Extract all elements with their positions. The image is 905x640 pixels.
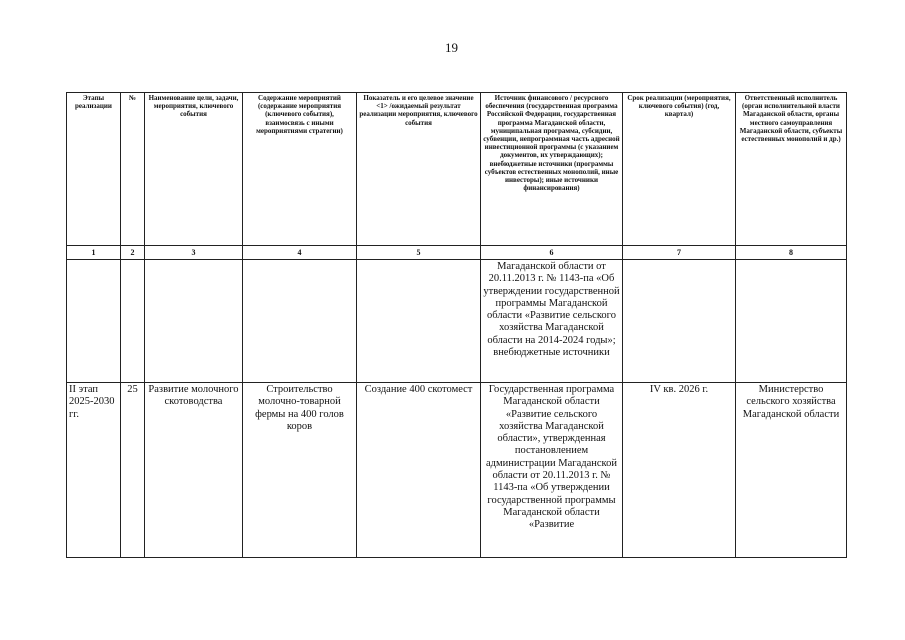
cell-term bbox=[623, 260, 736, 383]
column-number: 3 bbox=[145, 246, 243, 260]
column-number: 7 bbox=[623, 246, 736, 260]
column-number: 5 bbox=[357, 246, 481, 260]
table-row bbox=[67, 260, 847, 383]
cell-indicator: Создание 400 скотомест bbox=[357, 383, 481, 558]
cell-number bbox=[121, 260, 145, 383]
table-header-row bbox=[67, 93, 847, 246]
column-number: 8 bbox=[736, 246, 847, 260]
header-stages: Этапы реализации bbox=[67, 93, 121, 246]
cell-content bbox=[243, 260, 357, 383]
column-number: 1 bbox=[67, 246, 121, 260]
cell-funding-source: Магаданской области от 20.11.2013 г. № 1143-па «Об утверждении государственной программы Магаданской области «Развитие сельского хозяйства Магаданской области на 2014-2024 годы»; внебюджетные источники bbox=[481, 260, 623, 383]
cell-name: Развитие молочного скотоводства bbox=[145, 383, 243, 558]
cell-name bbox=[145, 260, 243, 383]
column-number: 2 bbox=[121, 246, 145, 260]
header-executor: Ответственный исполнитель (орган исполнительной власти Магаданской области, органы местного самоуправления Магаданской области, субъекты естественных монополий и др.) bbox=[736, 93, 847, 246]
cell-funding-source: Государственная программа Магаданской области «Развитие сельского хозяйства Магаданской области», утвержденная постановлением администрации Магаданской области от 20.11.2013 г. № 1143-па «Об утверждении государственной программы Магаданской области «Развитие bbox=[481, 383, 623, 558]
header-content: Содержание мероприятий (содержание мероприятия (ключевого события), взаимосвязь с иными мероприятиями стратегии) bbox=[243, 93, 357, 246]
cell-content: Строительство молочно-товарной фермы на 400 голов коров bbox=[243, 383, 357, 558]
column-number: 4 bbox=[243, 246, 357, 260]
header-indicator: Показатель и его целевое значение <1> /ожидаемый результат реализации мероприятия, ключевого события bbox=[357, 93, 481, 246]
cell-indicator bbox=[357, 260, 481, 383]
cell-stage: II этап 2025-2030 гг. bbox=[67, 383, 121, 558]
strategy-measures-table bbox=[66, 92, 847, 558]
cell-executor: Министерство сельского хозяйства Магаданской области bbox=[736, 383, 847, 558]
table-row bbox=[67, 383, 847, 558]
cell-stage bbox=[67, 260, 121, 383]
header-number: № bbox=[121, 93, 145, 246]
header-term: Срок реализации (мероприятия, ключевого события) (год, квартал) bbox=[623, 93, 736, 246]
cell-term: IV кв. 2026 г. bbox=[623, 383, 736, 558]
header-name: Наименование цели, задачи, мероприятия, ключевого события bbox=[145, 93, 243, 246]
header-funding-source: Источник финансового / ресурсного обеспечения (государственная программа Российской Федерации, государственная программа Магаданской области, муниципальная программа, субсидии, субвенции, непрограммная часть адресной инвестиционной программы (с указанием документов, их утверждающих); внебюджетные источники (программы субъектов естественных монополий, иные инвесторы); иные источники финансирования) bbox=[481, 93, 623, 246]
column-numbers-row bbox=[67, 246, 847, 260]
cell-executor bbox=[736, 260, 847, 383]
cell-number: 25 bbox=[121, 383, 145, 558]
column-number: 6 bbox=[481, 246, 623, 260]
page-number: 19 bbox=[445, 40, 458, 55]
